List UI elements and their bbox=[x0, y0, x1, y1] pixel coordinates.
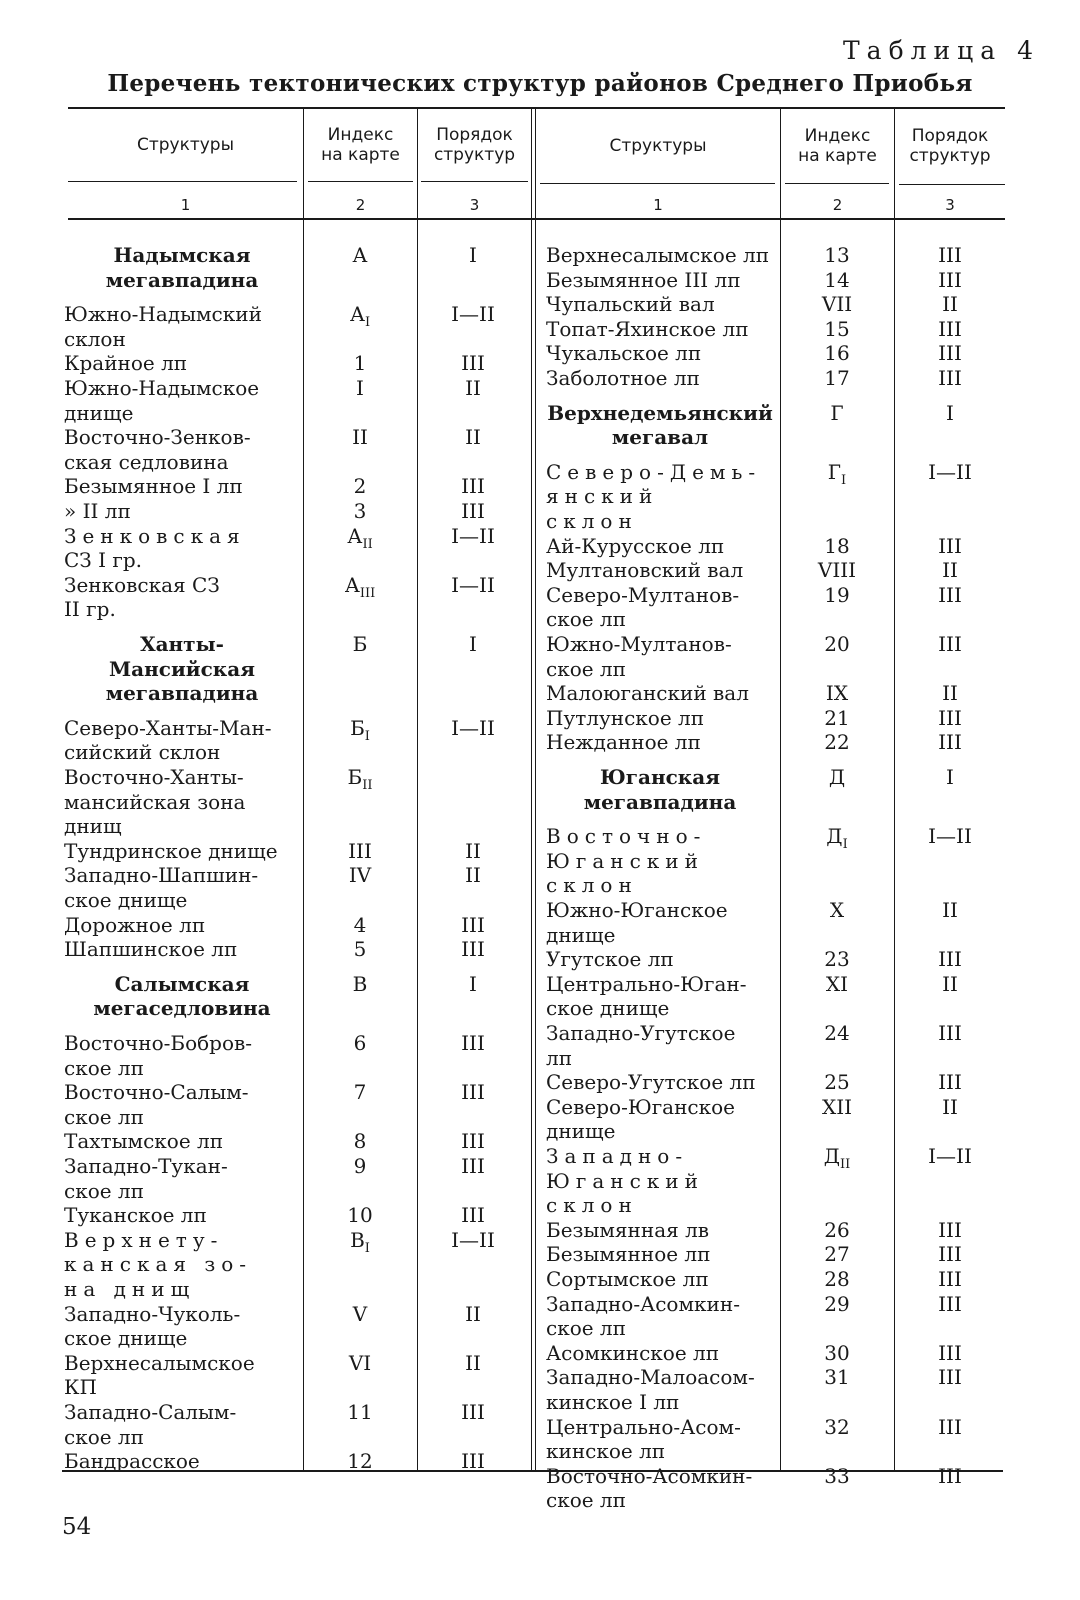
header-structures-right: Структуры bbox=[609, 136, 707, 156]
page-number: 54 bbox=[62, 1514, 92, 1540]
map-index: 26 bbox=[824, 1217, 850, 1242]
structure-order: III bbox=[938, 1414, 962, 1439]
map-index: 22 bbox=[824, 730, 850, 755]
structure-order: III bbox=[461, 1129, 485, 1154]
map-index: Б bbox=[352, 632, 368, 656]
map-index: 10 bbox=[347, 1203, 373, 1228]
map-index: $А_{III}$ bbox=[344, 572, 376, 601]
structure-order: I—II bbox=[451, 523, 495, 548]
structure-order: II bbox=[465, 1350, 481, 1375]
structure-order: III bbox=[461, 474, 485, 499]
structure-order: III bbox=[938, 632, 962, 656]
map-index: I bbox=[356, 376, 364, 400]
map-index: 8 bbox=[353, 1129, 367, 1154]
map-index: 11 bbox=[347, 1400, 373, 1424]
structure-name: Безымянное I лп bbox=[64, 474, 243, 499]
structure-order: III bbox=[938, 582, 962, 607]
map-index: 6 bbox=[353, 1031, 367, 1055]
structure-name: Западно-Угутское лп bbox=[546, 1021, 736, 1070]
structure-order: II bbox=[465, 863, 481, 888]
structure-order: III bbox=[938, 366, 962, 390]
structure-name: Мултановский вал bbox=[546, 558, 744, 583]
map-index: 9 bbox=[353, 1154, 367, 1178]
colnum-3-left: 3 bbox=[469, 196, 480, 214]
map-index: 16 bbox=[824, 341, 850, 366]
structure-order: I—II bbox=[451, 572, 495, 597]
structure-order: III bbox=[938, 1267, 962, 1291]
map-index: 21 bbox=[824, 705, 850, 730]
structure-name: Верхнесалымское КП bbox=[64, 1350, 255, 1400]
colnum-2-left: 2 bbox=[355, 196, 366, 214]
structure-order: II bbox=[465, 425, 481, 450]
map-index: $Б_I$ bbox=[350, 715, 370, 744]
header-rule-left-c bbox=[421, 181, 528, 182]
map-index: А bbox=[352, 243, 368, 267]
structure-order: I—II bbox=[928, 1144, 972, 1168]
colnum-1-left: 1 bbox=[180, 196, 191, 214]
structure-name: Топат-Яхинское лп bbox=[546, 316, 749, 341]
structure-order: I—II bbox=[451, 1227, 495, 1252]
structure-order: III bbox=[938, 1365, 962, 1390]
header-rule-right-b bbox=[785, 183, 889, 184]
structure-order: III bbox=[461, 1080, 485, 1105]
structure-name: Восточно-Ханты- мансийская зона днищ bbox=[64, 765, 246, 839]
structure-order: II bbox=[942, 558, 958, 583]
map-index: 5 bbox=[353, 937, 367, 962]
colnum-1-right: 1 bbox=[653, 196, 663, 214]
structure-name: Зенковская bbox=[64, 523, 246, 548]
map-index: $А_I$ bbox=[349, 302, 371, 331]
structure-order: III bbox=[938, 316, 962, 341]
structure-order: III bbox=[461, 1031, 485, 1055]
map-index: IX bbox=[825, 681, 849, 706]
structure-order: III bbox=[938, 947, 962, 972]
map-index: 29 bbox=[824, 1291, 850, 1316]
structure-order: III bbox=[938, 1463, 962, 1488]
structure-name: Восточно-Зенков- ская седловина bbox=[64, 425, 251, 474]
structure-order: III bbox=[461, 1203, 485, 1228]
header-rule-right-a bbox=[540, 183, 775, 184]
structure-name: Верхнету- канская зо- на днищ bbox=[64, 1227, 253, 1301]
structure-order: III bbox=[938, 341, 962, 366]
structure-order: III bbox=[461, 499, 485, 523]
structure-name: СЗ I гр. bbox=[64, 548, 143, 573]
structure-order: I bbox=[469, 243, 477, 267]
structure-name: Безымянное лп bbox=[546, 1242, 711, 1267]
map-index: $Д_I$ bbox=[826, 824, 848, 853]
map-index: Г bbox=[830, 400, 844, 425]
header-order-left: Порядок структур bbox=[433, 125, 516, 165]
structure-order: III bbox=[938, 1070, 962, 1095]
map-index: XII bbox=[821, 1094, 853, 1119]
structure-name: Надымская мегавпадина bbox=[105, 243, 259, 292]
structure-order: I bbox=[946, 400, 954, 425]
map-index: 32 bbox=[824, 1414, 850, 1439]
colnum-3-right: 3 bbox=[945, 196, 955, 214]
header-order-right: Порядок структур bbox=[909, 126, 991, 166]
map-index: VIII bbox=[817, 558, 857, 583]
structure-name: Западно-Чуколь- ское днище bbox=[64, 1301, 241, 1351]
structure-order: I—II bbox=[928, 824, 972, 849]
structure-order: I—II bbox=[928, 459, 972, 484]
structure-name: Шапшинское лп bbox=[64, 937, 238, 962]
colnum-rule bbox=[68, 218, 1005, 220]
structure-name: Южно-Надымский склон bbox=[64, 302, 262, 351]
map-index: XI bbox=[825, 971, 849, 996]
map-index: 33 bbox=[824, 1463, 850, 1488]
top-rule bbox=[68, 107, 1005, 109]
structure-name: Заболотное лп bbox=[546, 366, 700, 390]
map-index: $В_I$ bbox=[350, 1227, 370, 1256]
map-index: 19 bbox=[824, 582, 850, 607]
map-index: $Б_{II}$ bbox=[347, 765, 373, 793]
structure-name: Восточно-Салым- ское лп bbox=[64, 1080, 249, 1129]
structure-name: Западно- Юганский склон bbox=[546, 1144, 704, 1218]
structure-order: II bbox=[942, 898, 958, 922]
map-index: 18 bbox=[824, 533, 850, 558]
structure-order: II bbox=[465, 376, 481, 400]
structure-order: II bbox=[942, 681, 958, 706]
map-index: 3 bbox=[353, 499, 367, 523]
header-index-left: Индекс на карте bbox=[321, 125, 400, 165]
map-index: 14 bbox=[824, 267, 850, 292]
structure-name: Западно-Тукан- ское лп bbox=[64, 1154, 228, 1203]
header-rule-left-a bbox=[68, 181, 297, 182]
structure-order: I bbox=[946, 765, 954, 789]
structure-name: Западно-Асомкин- ское лп bbox=[546, 1291, 740, 1341]
structure-order: I—II bbox=[451, 715, 495, 740]
map-index: 25 bbox=[824, 1070, 850, 1095]
table-caption: Перечень тектонических структур районов Среднего Приобья bbox=[107, 70, 973, 97]
structure-order: III bbox=[938, 1021, 962, 1045]
structure-name: Центрально-Юган- ское днище bbox=[546, 971, 747, 1021]
structure-name: Центрально-Асом- кинское лп bbox=[546, 1414, 741, 1464]
structure-name: Северо-Угутское лп bbox=[546, 1070, 756, 1095]
header-structures-left: Структуры bbox=[136, 135, 235, 155]
structure-order: III bbox=[938, 243, 962, 267]
structure-name: Восточно- Юганский склон bbox=[546, 824, 707, 898]
structure-order: II bbox=[465, 838, 481, 863]
structure-name: Тундринское днище bbox=[64, 838, 278, 863]
structure-order: III bbox=[938, 705, 962, 730]
structure-order: I bbox=[469, 971, 477, 996]
structure-name: Асомкинское лп bbox=[546, 1340, 720, 1365]
structure-order: II bbox=[942, 971, 958, 996]
map-index: II bbox=[352, 425, 368, 450]
map-index: X bbox=[829, 898, 845, 922]
map-index: $Д_{II}$ bbox=[823, 1144, 851, 1172]
structure-name: Восточно-Бобров- ское лп bbox=[64, 1031, 253, 1080]
structure-order: III bbox=[938, 1291, 962, 1316]
map-index: 31 bbox=[824, 1365, 850, 1390]
map-index: III bbox=[348, 838, 372, 863]
structure-order: III bbox=[461, 912, 485, 937]
map-index: 12 bbox=[347, 1449, 373, 1474]
structure-name: Южно-Надымское днище bbox=[64, 376, 260, 425]
structure-name: Северо-Юганское днище bbox=[546, 1094, 736, 1144]
map-index: 1 bbox=[353, 351, 367, 376]
structure-name: Крайное лп bbox=[64, 351, 188, 376]
vrule-double-a bbox=[531, 108, 532, 1470]
structure-order: II bbox=[465, 1301, 481, 1326]
header-rule-left-b bbox=[308, 181, 413, 182]
structure-order: III bbox=[461, 1154, 485, 1178]
map-index: 7 bbox=[353, 1080, 367, 1105]
structure-order: III bbox=[461, 351, 485, 376]
map-index: 13 bbox=[824, 243, 850, 267]
structure-order: II bbox=[942, 292, 958, 317]
map-index: 4 bbox=[353, 912, 367, 937]
structure-name: Верхнесалымское лп bbox=[546, 243, 770, 267]
structure-name: Сортымское лп bbox=[546, 1267, 709, 1291]
map-index: VI bbox=[348, 1350, 372, 1375]
structure-name: Северо-Мултанов- ское лп bbox=[546, 582, 740, 632]
map-index: 15 bbox=[824, 316, 850, 341]
structure-order: III bbox=[938, 730, 962, 755]
structure-name: Южно-Мултанов- ское лп bbox=[546, 632, 732, 681]
structure-order: III bbox=[938, 1242, 962, 1267]
structure-name: Юганская мегавпадина bbox=[583, 765, 737, 814]
structure-name: » II лп bbox=[64, 499, 131, 523]
structure-name: Западно-Шапшин- ское днище bbox=[64, 863, 259, 912]
structure-order: III bbox=[461, 1400, 485, 1424]
structure-name: Путлунское лп bbox=[546, 705, 705, 730]
structure-name: Дорожное лп bbox=[64, 912, 206, 937]
structure-name: Безымянная лв bbox=[546, 1217, 710, 1242]
header-rule-right-c bbox=[899, 184, 1005, 185]
colnum-2-right: 2 bbox=[832, 196, 843, 214]
structure-name: Безымянное III лп bbox=[546, 267, 741, 292]
structure-order: I bbox=[469, 632, 477, 656]
structure-name: Северо-Демь- янский склон bbox=[546, 459, 762, 533]
map-index: Д bbox=[828, 765, 846, 789]
structure-name: Нежданное лп bbox=[546, 730, 701, 755]
map-index: В bbox=[352, 971, 368, 996]
structure-name: Северо-Ханты-Ман- сийский склон bbox=[64, 715, 272, 765]
structure-name: Угутское лп bbox=[546, 947, 674, 972]
structure-name: Ханты- Мансийская мегавпадина bbox=[105, 632, 259, 706]
structure-name: Бандрасское bbox=[64, 1449, 200, 1474]
structure-name: Зенковская СЗ II гр. bbox=[64, 572, 220, 622]
map-index: $Г_I$ bbox=[827, 459, 847, 488]
structure-name: Малоюганский вал bbox=[546, 681, 749, 706]
table-number: Таблица 4 bbox=[842, 36, 1040, 65]
map-index: 24 bbox=[824, 1021, 850, 1045]
structure-name: Западно-Малоасом- кинское I лп bbox=[546, 1365, 755, 1414]
map-index: 28 bbox=[824, 1267, 850, 1291]
map-index: 20 bbox=[824, 632, 850, 656]
structure-order: III bbox=[461, 937, 485, 962]
structure-order: I—II bbox=[451, 302, 495, 327]
structure-name: Восточно-Асомкин- ское лп bbox=[546, 1463, 753, 1513]
structure-name: Тахтымское лп bbox=[64, 1129, 224, 1154]
map-index: V bbox=[352, 1301, 368, 1326]
structure-order: III bbox=[938, 267, 962, 292]
map-index: $А_{II}$ bbox=[347, 523, 373, 552]
structure-order: III bbox=[938, 1217, 962, 1242]
header-index-right: Индекс на карте bbox=[798, 126, 877, 166]
structure-order: III bbox=[938, 533, 962, 558]
structure-name: Ай-Курусское лп bbox=[546, 533, 725, 558]
structure-name: Чупальский вал bbox=[546, 292, 715, 317]
structure-order: III bbox=[461, 1449, 485, 1474]
structure-name: Чукальское лп bbox=[546, 341, 702, 366]
structure-name: Западно-Салым- ское лп bbox=[64, 1400, 237, 1449]
map-index: 27 bbox=[824, 1242, 850, 1267]
map-index: 17 bbox=[824, 366, 850, 390]
structure-name: Салымская мегаседловина bbox=[93, 971, 271, 1021]
map-index: 30 bbox=[824, 1340, 850, 1365]
structure-order: III bbox=[938, 1340, 962, 1365]
map-index: 2 bbox=[353, 474, 367, 499]
structure-name: Южно-Юганское днище bbox=[546, 898, 728, 947]
structure-name: Верхнедемьянский мегавал bbox=[547, 400, 773, 450]
map-index: IV bbox=[348, 863, 372, 888]
structure-name: Туканское лп bbox=[64, 1203, 207, 1228]
map-index: 23 bbox=[824, 947, 850, 972]
structure-order: II bbox=[942, 1094, 958, 1119]
map-index: VII bbox=[821, 292, 853, 317]
vrule-double-b bbox=[535, 108, 536, 1470]
